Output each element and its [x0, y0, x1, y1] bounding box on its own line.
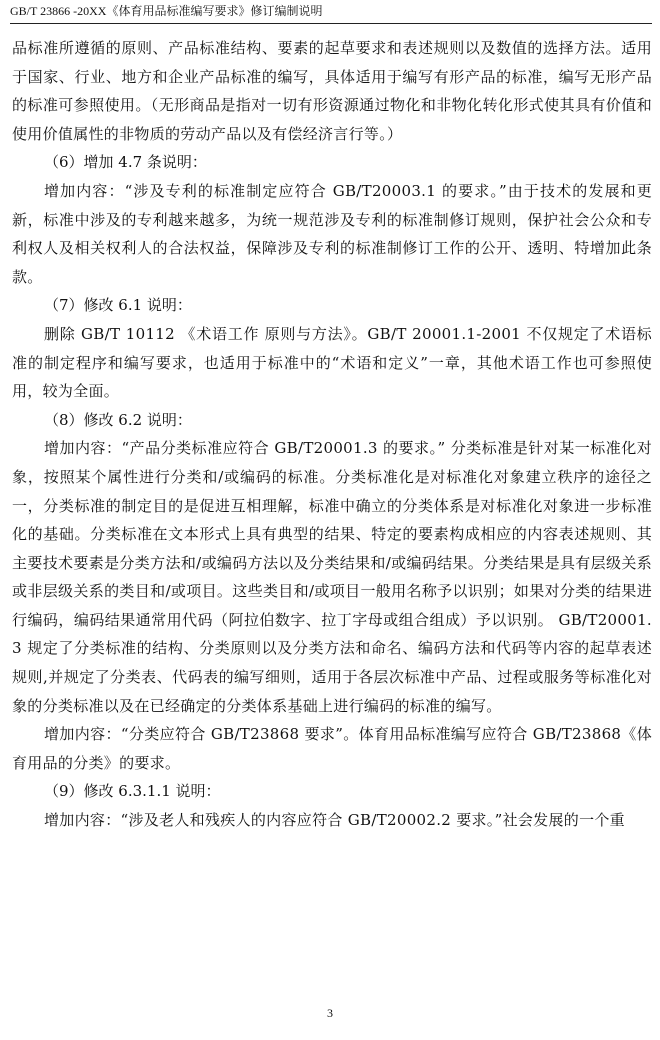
page-number: 3	[327, 1006, 333, 1020]
document-body	[12, 34, 652, 835]
section-heading-8: （8）修改 6.2 说明：	[44, 410, 192, 429]
section-heading-9: （9）修改 6.3.1.1 说明：	[44, 782, 221, 801]
paragraph: 增加内容：“产品分类标准应符合 GB/T20001.3 的要求。” 分类标准是针对某一标准化对象，按照某个属性进行分类和/或编码的标准。分类标准化是对标准化对象建立秩序的途径之一，分类标准的制定目的是促进互相理解，标准中确立的分类体系是对标准化对象进一步标准化的基础。分类标准在文本形式上具有典型的结果、特定的要素构成相应的内容表述规则、其主要技术要素是分类方法和/或编码方法以及分类结果和/或编码结果。分类结果是具有层级关系或非层级关系的类目和/或项目。这些类目和/或项目一般用名称予以识别；如果对分类的结果进行编码，编码结果通常用代码（阿拉伯数字、拉丁字母或组合组成）予以识别。 GB/T20001.3 规定了分类标准的结构、分类原则以及分类方法和命名、编码方法和代码等内容的起草表述规则,并规定了分类表、代码表的编写细则，适用于各层次标准中产品、过程或服务等标准化对象的分类标准以及在已经确定的分类体系基础上进行编码的标准的编写。	[12, 439, 652, 715]
paragraph: 删除 GB/T 10112 《术语工作 原则与方法》。GB/T 20001.1-2001 不仅规定了术语标准的制定程序和编写要求，也适用于标准中的“术语和定义”一章，其他术语工作也可参照使用，较为全面。	[12, 324, 652, 401]
section-heading-6: （6）增加 4.7 条说明：	[44, 153, 207, 172]
paragraph: 增加内容：“分类应符合 GB/T23868 要求”。体育用品标准编写应符合 GB/T23868《体育用品的分类》的要求。	[12, 725, 652, 772]
header-divider	[10, 23, 652, 24]
running-header: GB/T 23866 -20XX《体育用品标准编写要求》修订编制说明	[10, 4, 323, 18]
paragraph-continuation: 品标准所遵循的原则、产品标准结构、要素的起草要求和表述规则以及数值的选择方法。适用于国家、行业、地方和企业产品标准的编写，具体适用于编写有形产品的标准，编写无形产品的标准可参照使用。（无形商品是指对一切有形资源通过物化和非物化转化形式使其具有价值和使用价值属性的非物质的劳动产品以及有偿经济言行等。）	[12, 39, 652, 143]
paragraph: 增加内容：“涉及专利的标准制定应符合 GB/T20003.1 的要求。”由于技术的发展和更新，标准中涉及的专利越来越多，为统一规范涉及专利的标准制修订规则，保护社会公众和专利权人及相关权利人的合法权益，保障涉及专利的标准制修订工作的公开、透明、特增加此条款。	[12, 181, 652, 286]
section-heading-7: （7）修改 6.1 说明：	[44, 296, 192, 315]
paragraph: 增加内容：“涉及老人和残疾人的内容应符合 GB/T20002.2 要求。”社会发展的一个重	[44, 811, 625, 830]
